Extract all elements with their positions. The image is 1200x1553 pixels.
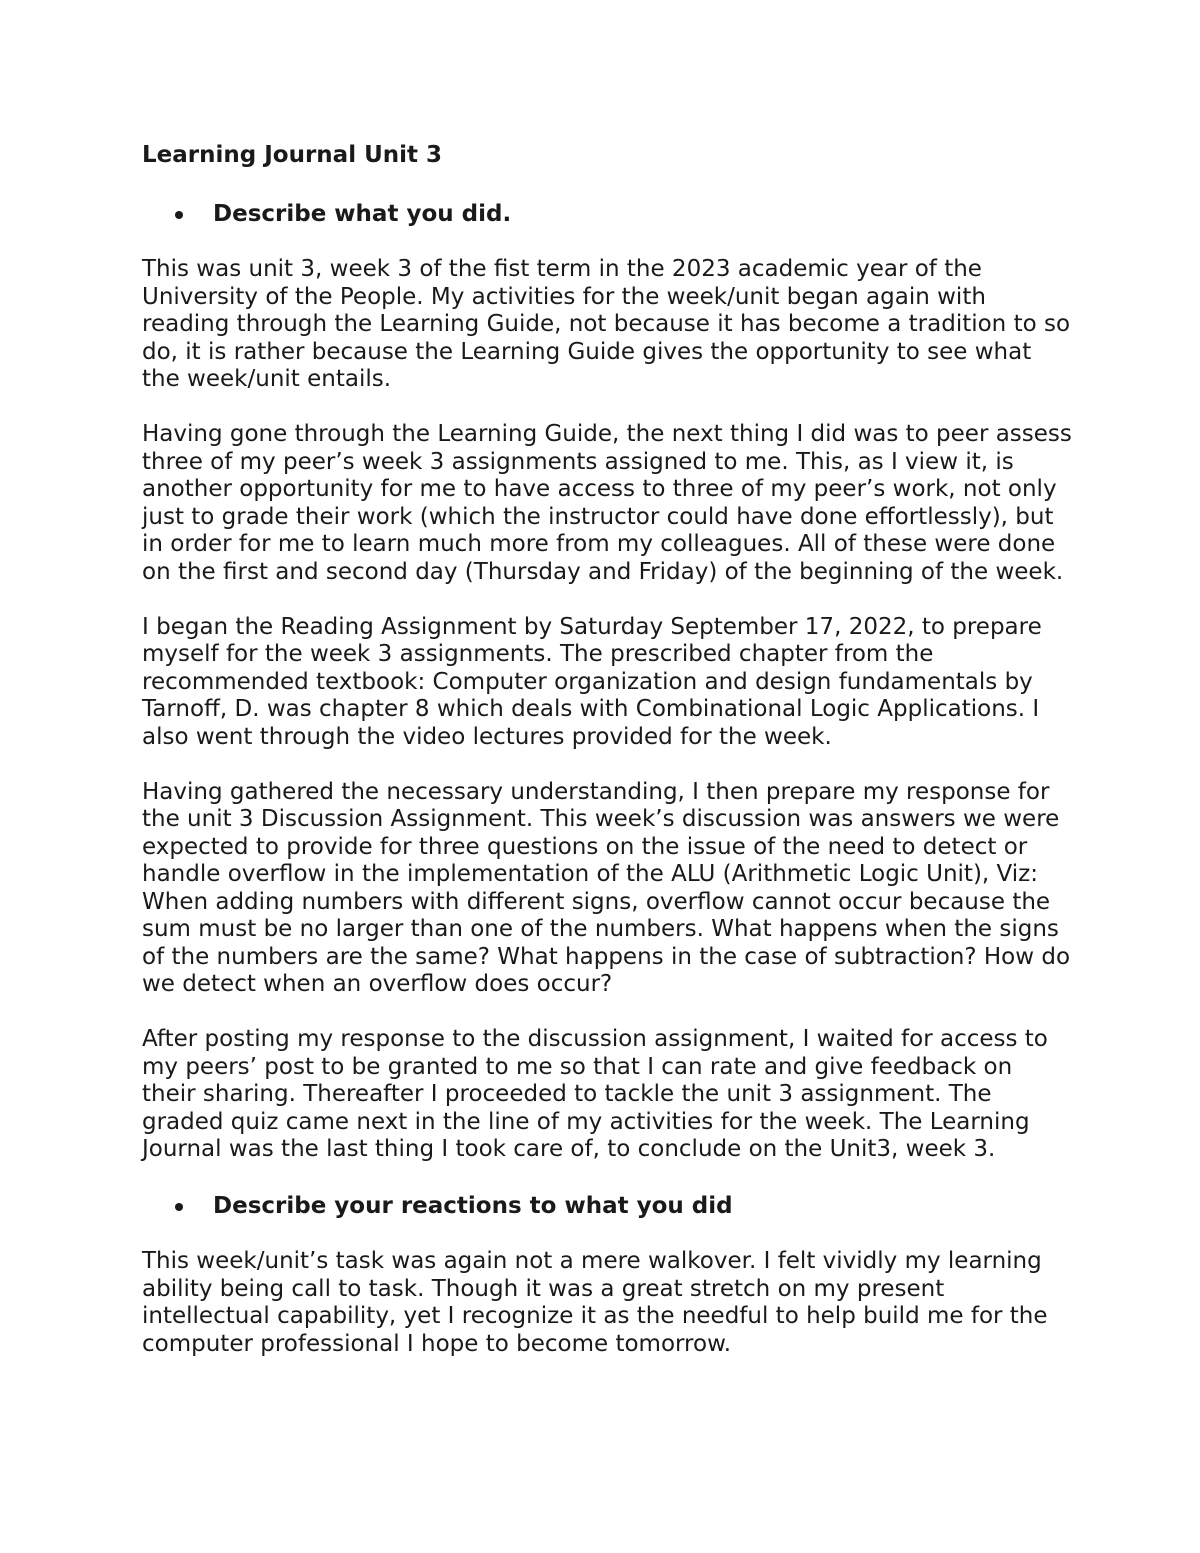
section-heading-text: Describe what you did. [213,201,512,227]
document-page [142,138,1072,1386]
section-heading-text: Describe your reactions to what you did [213,1193,733,1219]
paragraph: Having gone through the Learning Guide, the next thing I did was to peer assess three of my peer’s week 3 assignments assigned to me. This, as I view it, is another opportunity for me to have access to three of my peer’s work, not only just to grade their work (which the instructor could have done effortlessly), but in order for me to learn much more from my colleagues. All of these were done on the first and second day (Thursday and Friday) of the beginning of the week. [142,421,1072,585]
paragraph: Having gathered the necessary understanding, I then prepare my response for the unit 3 Discussion Assignment. This week’s discussion was answers we were expected to provide for three questions on the issue of the need to detect or handle overflow in the implementation of the ALU (Arithmetic Logic Unit), Viz: When adding numbers with different signs, overflow cannot occur because the sum must be no larger than one of the numbers. What happens when the signs of the numbers are the same? What happens in the case of subtraction? How do we detect when an overflow does occur? [142,778,1071,997]
document-title: Learning Journal Unit 3 [142,142,443,168]
paragraph: After posting my response to the discussion assignment, I waited for access to my peers’ post to be granted to me so that I can rate and give feedback on their sharing. Thereafter I proceeded to tackle the unit 3 assignment. The graded quiz came next in the line of my activities for the week. The Learning Journal was the last thing I took care of, to conclude on the Unit3, week 3. [142,1026,1048,1162]
paragraph: This was unit 3, week 3 of the fist term in the 2023 academic year of the University of the People. My activities for the week/unit began again with reading through the Learning Guide, not because it has become a tradition to so do, it is rather because the Learning Guide gives the opportunity to see what the week/unit entails. [142,256,1071,392]
paragraph: This week/unit’s task was again not a mere walkover. I felt vividly my learning ability being call to task. Though it was a great stretch on my present intellectual capability, yet I recognize it as the needful to help build me for the computer professional I hope to become tomorrow. [142,1248,1048,1357]
section-heading-what-you-did [142,199,1072,229]
bullet-icon [175,211,183,219]
bullet-icon [175,1203,183,1211]
paragraph: I began the Reading Assignment by Saturday September 17, 2022, to prepare myself for the week 3 assignments. The prescribed chapter from the recommended textbook: Computer organization and design fundamentals by Tarnoff, D. was chapter 8 which deals with Combinational Logic Applications. I also went through the video lectures provided for the week. [142,613,1042,750]
section-heading-reactions [142,1191,1072,1221]
